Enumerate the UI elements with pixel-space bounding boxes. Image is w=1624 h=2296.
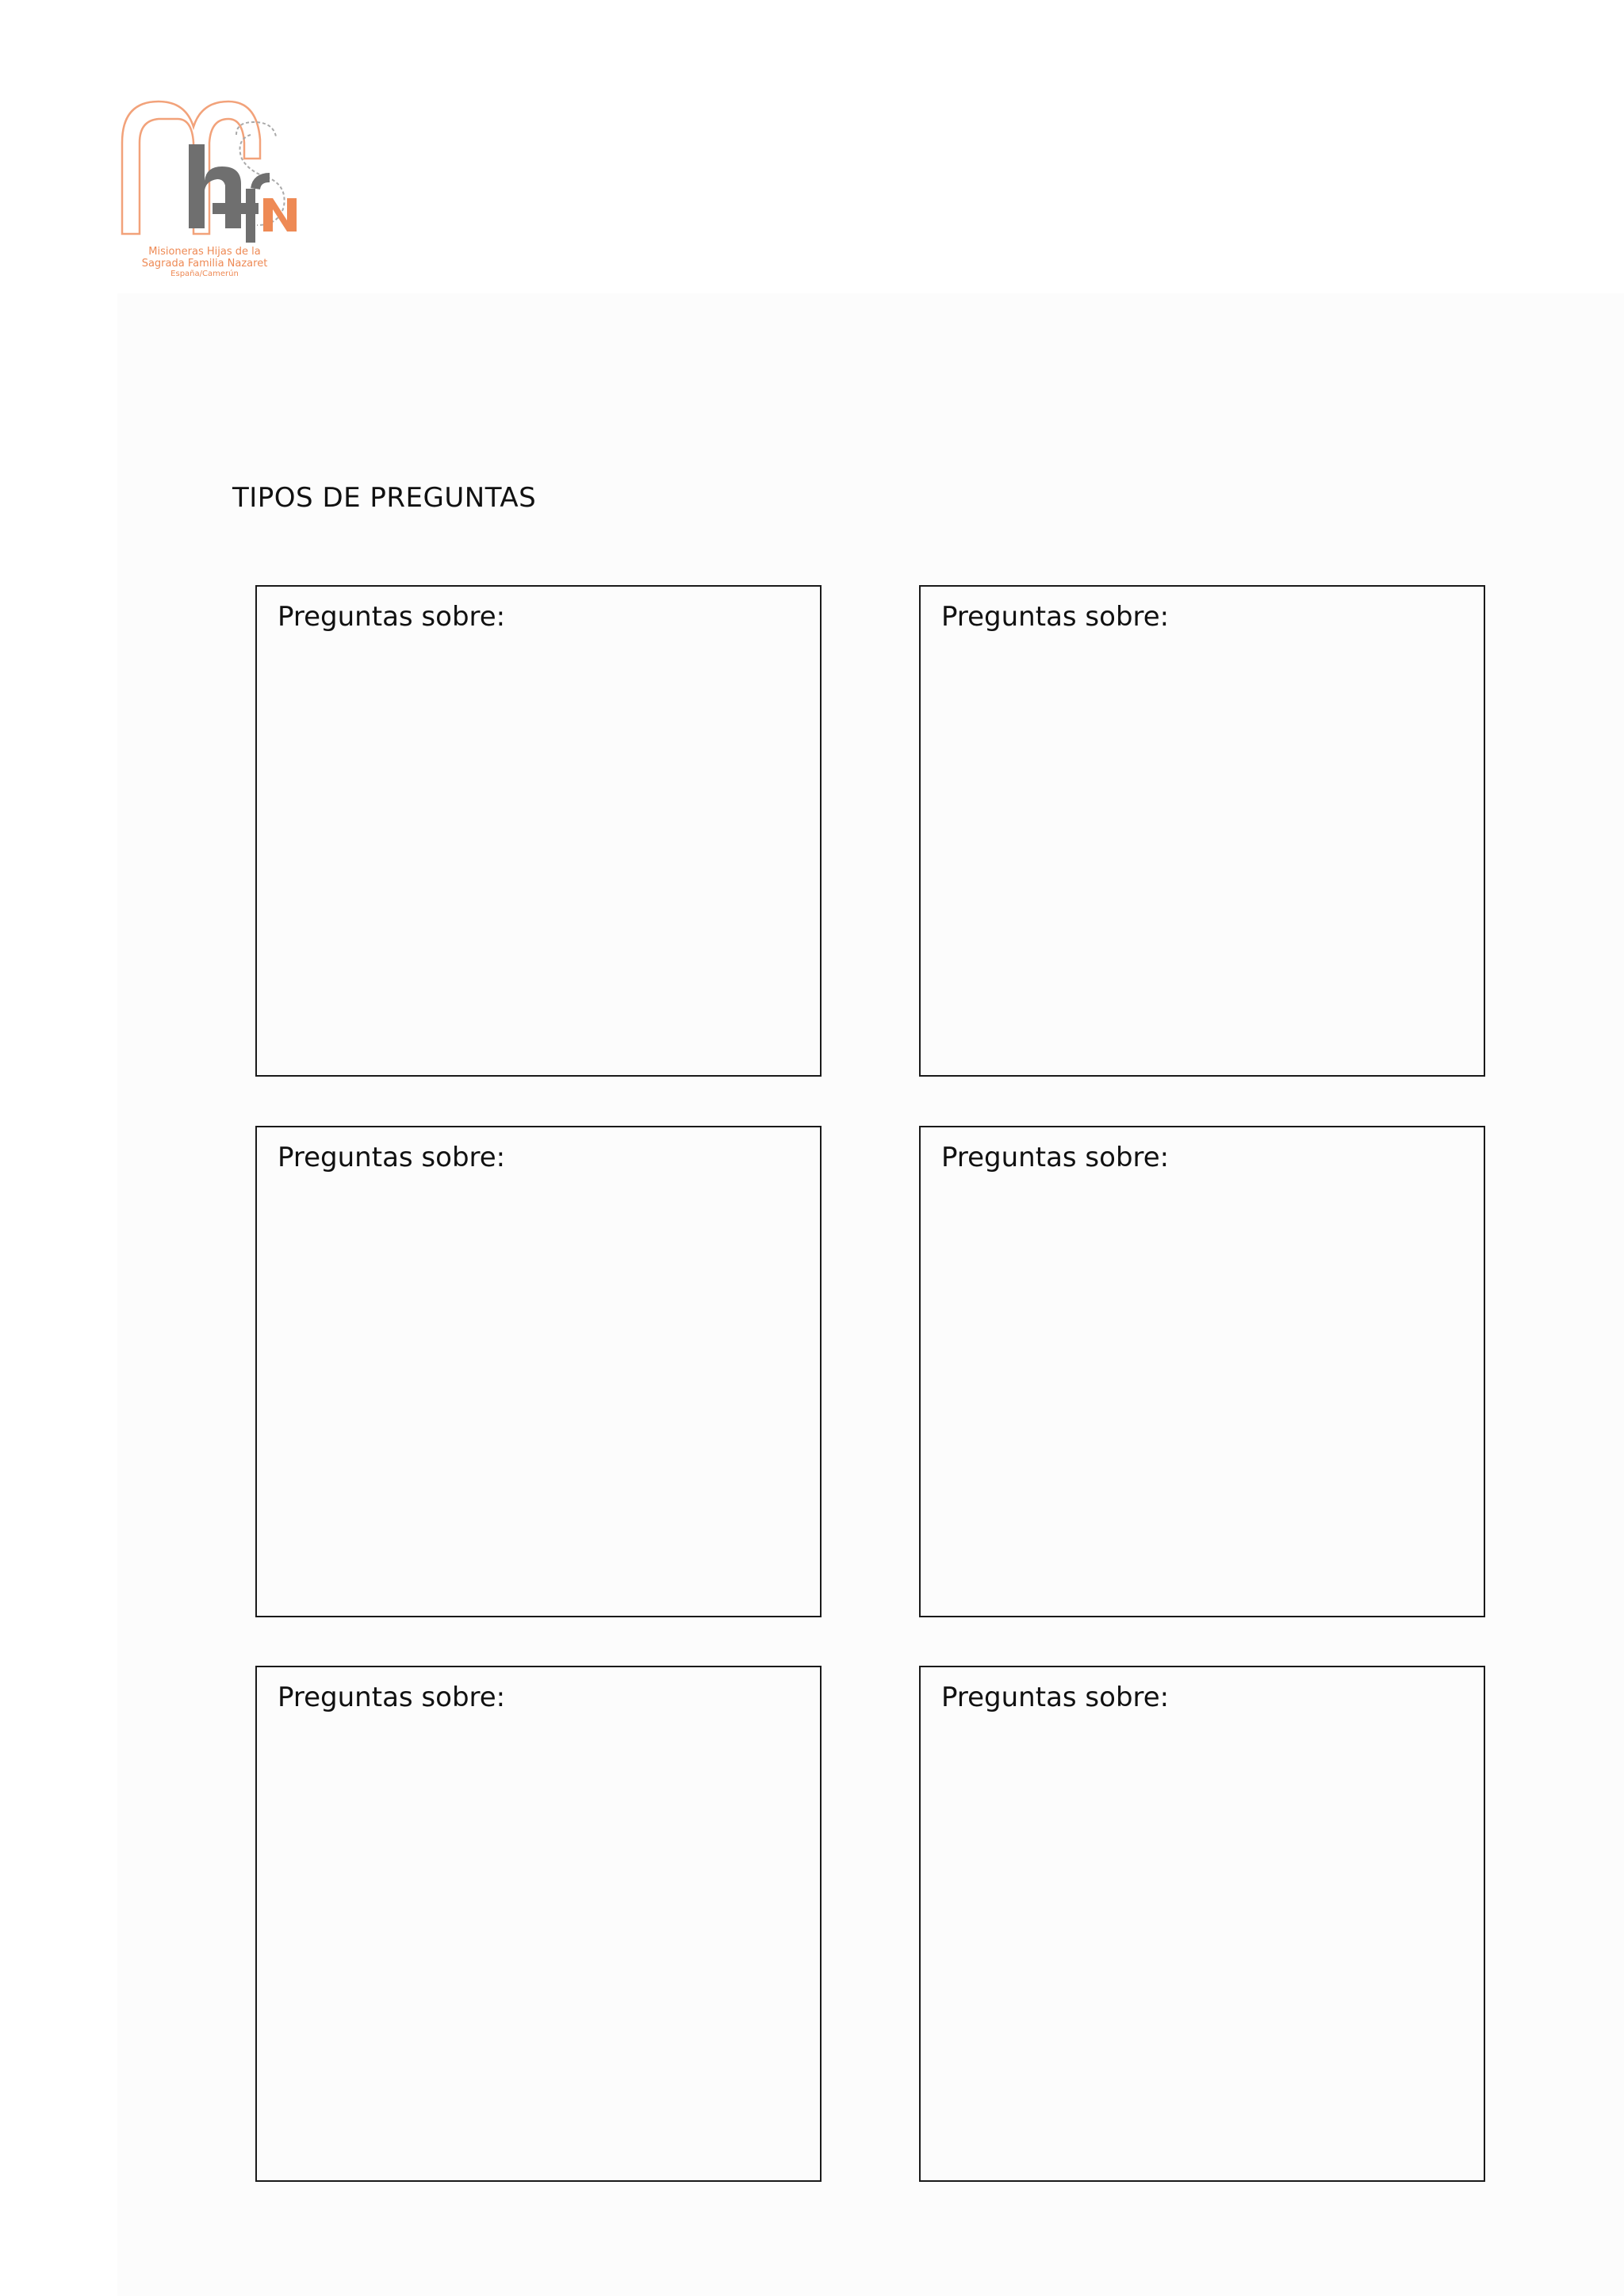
logo-mark	[117, 95, 308, 246]
page-title: TIPOS DE PREGUNTAS	[232, 482, 537, 514]
question-box-2[interactable]	[919, 585, 1485, 1077]
question-box-3[interactable]	[255, 1126, 822, 1617]
question-box-label: Preguntas sobre:	[278, 1142, 506, 1173]
logo	[117, 95, 308, 285]
logo-line-2: Sagrada Familia Nazaret	[141, 258, 268, 270]
question-box-1[interactable]	[255, 585, 822, 1077]
question-box-5[interactable]	[255, 1666, 822, 2182]
question-box-label: Preguntas sobre:	[278, 1682, 506, 1713]
question-box-label: Preguntas sobre:	[941, 601, 1170, 633]
question-box-6[interactable]	[919, 1666, 1485, 2182]
logo-line-3: España/Camerún	[170, 270, 239, 278]
question-box-4[interactable]	[919, 1126, 1485, 1617]
question-box-label: Preguntas sobre:	[941, 1682, 1170, 1713]
logo-line-1: Misioneras Hijas de la	[148, 246, 261, 258]
logo-caption	[117, 246, 292, 279]
question-box-label: Preguntas sobre:	[941, 1142, 1170, 1173]
question-box-label: Preguntas sobre:	[278, 601, 506, 633]
